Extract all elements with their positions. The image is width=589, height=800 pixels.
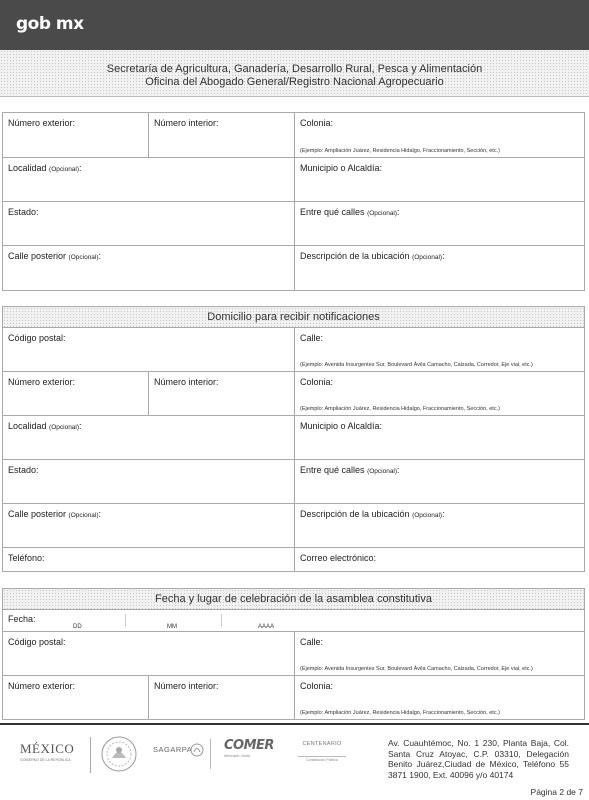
table-row: [3, 631, 584, 675]
page-number: Página 2 de 7: [530, 787, 583, 797]
numero-exterior-field[interactable]: Número exterior:: [8, 377, 76, 387]
municipio-field[interactable]: Municipio o Alcaldía:: [294, 416, 584, 459]
aaaa-label: AAAA: [258, 624, 275, 630]
notificaciones-table: [2, 306, 585, 572]
correo-field[interactable]: Correo electrónico:: [294, 548, 584, 571]
mm-label: MM: [167, 624, 177, 630]
calle-field[interactable]: Calle: (Ejemplo: Avenida Insurgentes Sur, Boulevard Ávila Camacho, Calzada, Corredor, Eje vial, etc.): [294, 328, 584, 371]
table-row: [3, 245, 584, 290]
centenario-logo: CENTENARIO Constitución Política: [292, 741, 352, 762]
comer-logo: COMER Mercado Justo: [224, 738, 274, 758]
calle-hint: (Ejemplo: Avenida Insurgentes Sur, Boulevard Ávila Camacho, Calzada, Corredor, Eje vial, etc.): [300, 362, 533, 368]
colonia-field[interactable]: Colonia: (Ejemplo: Ampliación Juárez, Residencia Hidalgo, Fraccionamiento, Sección, etc.): [294, 676, 584, 719]
footer: [0, 723, 589, 785]
estado-field[interactable]: Estado:: [8, 207, 39, 217]
table-row: [3, 675, 584, 719]
table-row: [3, 157, 584, 201]
table-row: [3, 547, 584, 571]
divider: [210, 739, 211, 769]
numero-interior-field[interactable]: Número interior:: [148, 113, 294, 157]
table-row: [3, 459, 584, 503]
asamblea-table: [2, 588, 585, 720]
notificaciones-title: Domicilio para recibir notificaciones: [3, 307, 584, 327]
colonia-hint: (Ejemplo: Ampliación Juárez, Residencia Hidalgo, Fraccionamiento, Sección, etc.): [300, 710, 500, 716]
location-table: [2, 112, 585, 291]
colonia-field[interactable]: Colonia: (Ejemplo: Ampliación Juárez, Residencia Hidalgo, Fraccionamiento, Sección, etc.): [294, 113, 584, 157]
table-row: [3, 113, 584, 157]
document-header: [0, 50, 589, 97]
entre-calles-field[interactable]: Entre qué calles (Opcional):: [294, 460, 584, 503]
numero-exterior-field[interactable]: Número exterior:: [8, 118, 76, 128]
date-divider: [221, 614, 222, 627]
estado-field[interactable]: Estado:: [8, 465, 39, 475]
table-row: [3, 327, 584, 371]
localidad-field[interactable]: Localidad (Opcional):: [8, 163, 82, 173]
table-row: [3, 503, 584, 547]
entre-calles-field[interactable]: Entre qué calles (Opcional):: [294, 202, 584, 245]
divider: [90, 737, 91, 773]
mexico-logo: MÉXICO GOBIERNO DE LA REPÚBLICA: [20, 741, 75, 762]
asamblea-title: Fecha y lugar de celebración de la asamblea constitutiva: [3, 589, 584, 609]
gobmx-logo: gob mx: [16, 14, 84, 34]
address: Av. Cuauhtémoc, No. 1 230, Planta Baja, Col. Santa Cruz Atoyac, C.P. 03310, Delegación Benito Juárez,Ciudad de México, Teléfono 55 3871 1900, Ext. 40096 y/o 40174: [388, 738, 569, 780]
telefono-field[interactable]: Teléfono:: [8, 553, 45, 563]
fecha-field[interactable]: Fecha: DD MM AAAA: [8, 614, 275, 630]
colonia-field[interactable]: Colonia: (Ejemplo: Ampliación Juárez, Residencia Hidalgo, Fraccionamiento, Sección, etc.): [294, 372, 584, 415]
table-row: [3, 415, 584, 459]
table-row: [3, 201, 584, 245]
codigo-postal-field[interactable]: Código postal:: [8, 333, 66, 343]
colonia-hint: (Ejemplo: Ampliación Juárez, Residencia Hidalgo, Fraccionamiento, Sección, etc.): [300, 406, 500, 412]
header-line-1: Secretaría de Agricultura, Ganadería, Desarrollo Rural, Pesca y Alimentación: [106, 63, 483, 75]
table-row: [3, 371, 584, 415]
date-divider: [125, 614, 126, 627]
municipio-field[interactable]: Municipio o Alcaldía:: [294, 158, 584, 201]
colonia-hint: (Ejemplo: Ampliación Juárez, Residencia Hidalgo, Fraccionamiento, Sección, etc.): [300, 148, 500, 154]
numero-interior-field[interactable]: Número interior:: [148, 372, 294, 415]
calle-field[interactable]: Calle: (Ejemplo: Avenida Insurgentes Sur, Boulevard Ávila Camacho, Calzada, Corredor, Eje vial, etc.): [294, 632, 584, 675]
descripcion-field[interactable]: Descripción de la ubicación (Opcional):: [294, 246, 584, 290]
top-bar: [0, 0, 589, 50]
header-line-2: Oficina del Abogado General/Registro Nacional Agropecuario: [145, 75, 444, 88]
sagarpa-emblem-icon: [190, 742, 204, 758]
dd-label: DD: [73, 624, 82, 630]
sagarpa-logo: SAGARPA: [153, 745, 193, 754]
table-row: [3, 609, 584, 631]
codigo-postal-field[interactable]: Código postal:: [8, 637, 66, 647]
calle-hint: (Ejemplo: Avenida Insurgentes Sur, Boulevard Ávila Camacho, Calzada, Corredor, Eje vial, etc.): [300, 666, 533, 672]
seal-icon: [100, 734, 138, 774]
descripcion-field[interactable]: Descripción de la ubicación (Opcional):: [294, 504, 584, 547]
calle-posterior-field[interactable]: Calle posterior (Opcional):: [8, 509, 102, 519]
calle-posterior-field[interactable]: Calle posterior (Opcional):: [8, 251, 102, 261]
numero-exterior-field[interactable]: Número exterior:: [8, 681, 76, 691]
numero-interior-field[interactable]: Número interior:: [148, 676, 294, 719]
localidad-field[interactable]: Localidad (Opcional):: [8, 421, 82, 431]
